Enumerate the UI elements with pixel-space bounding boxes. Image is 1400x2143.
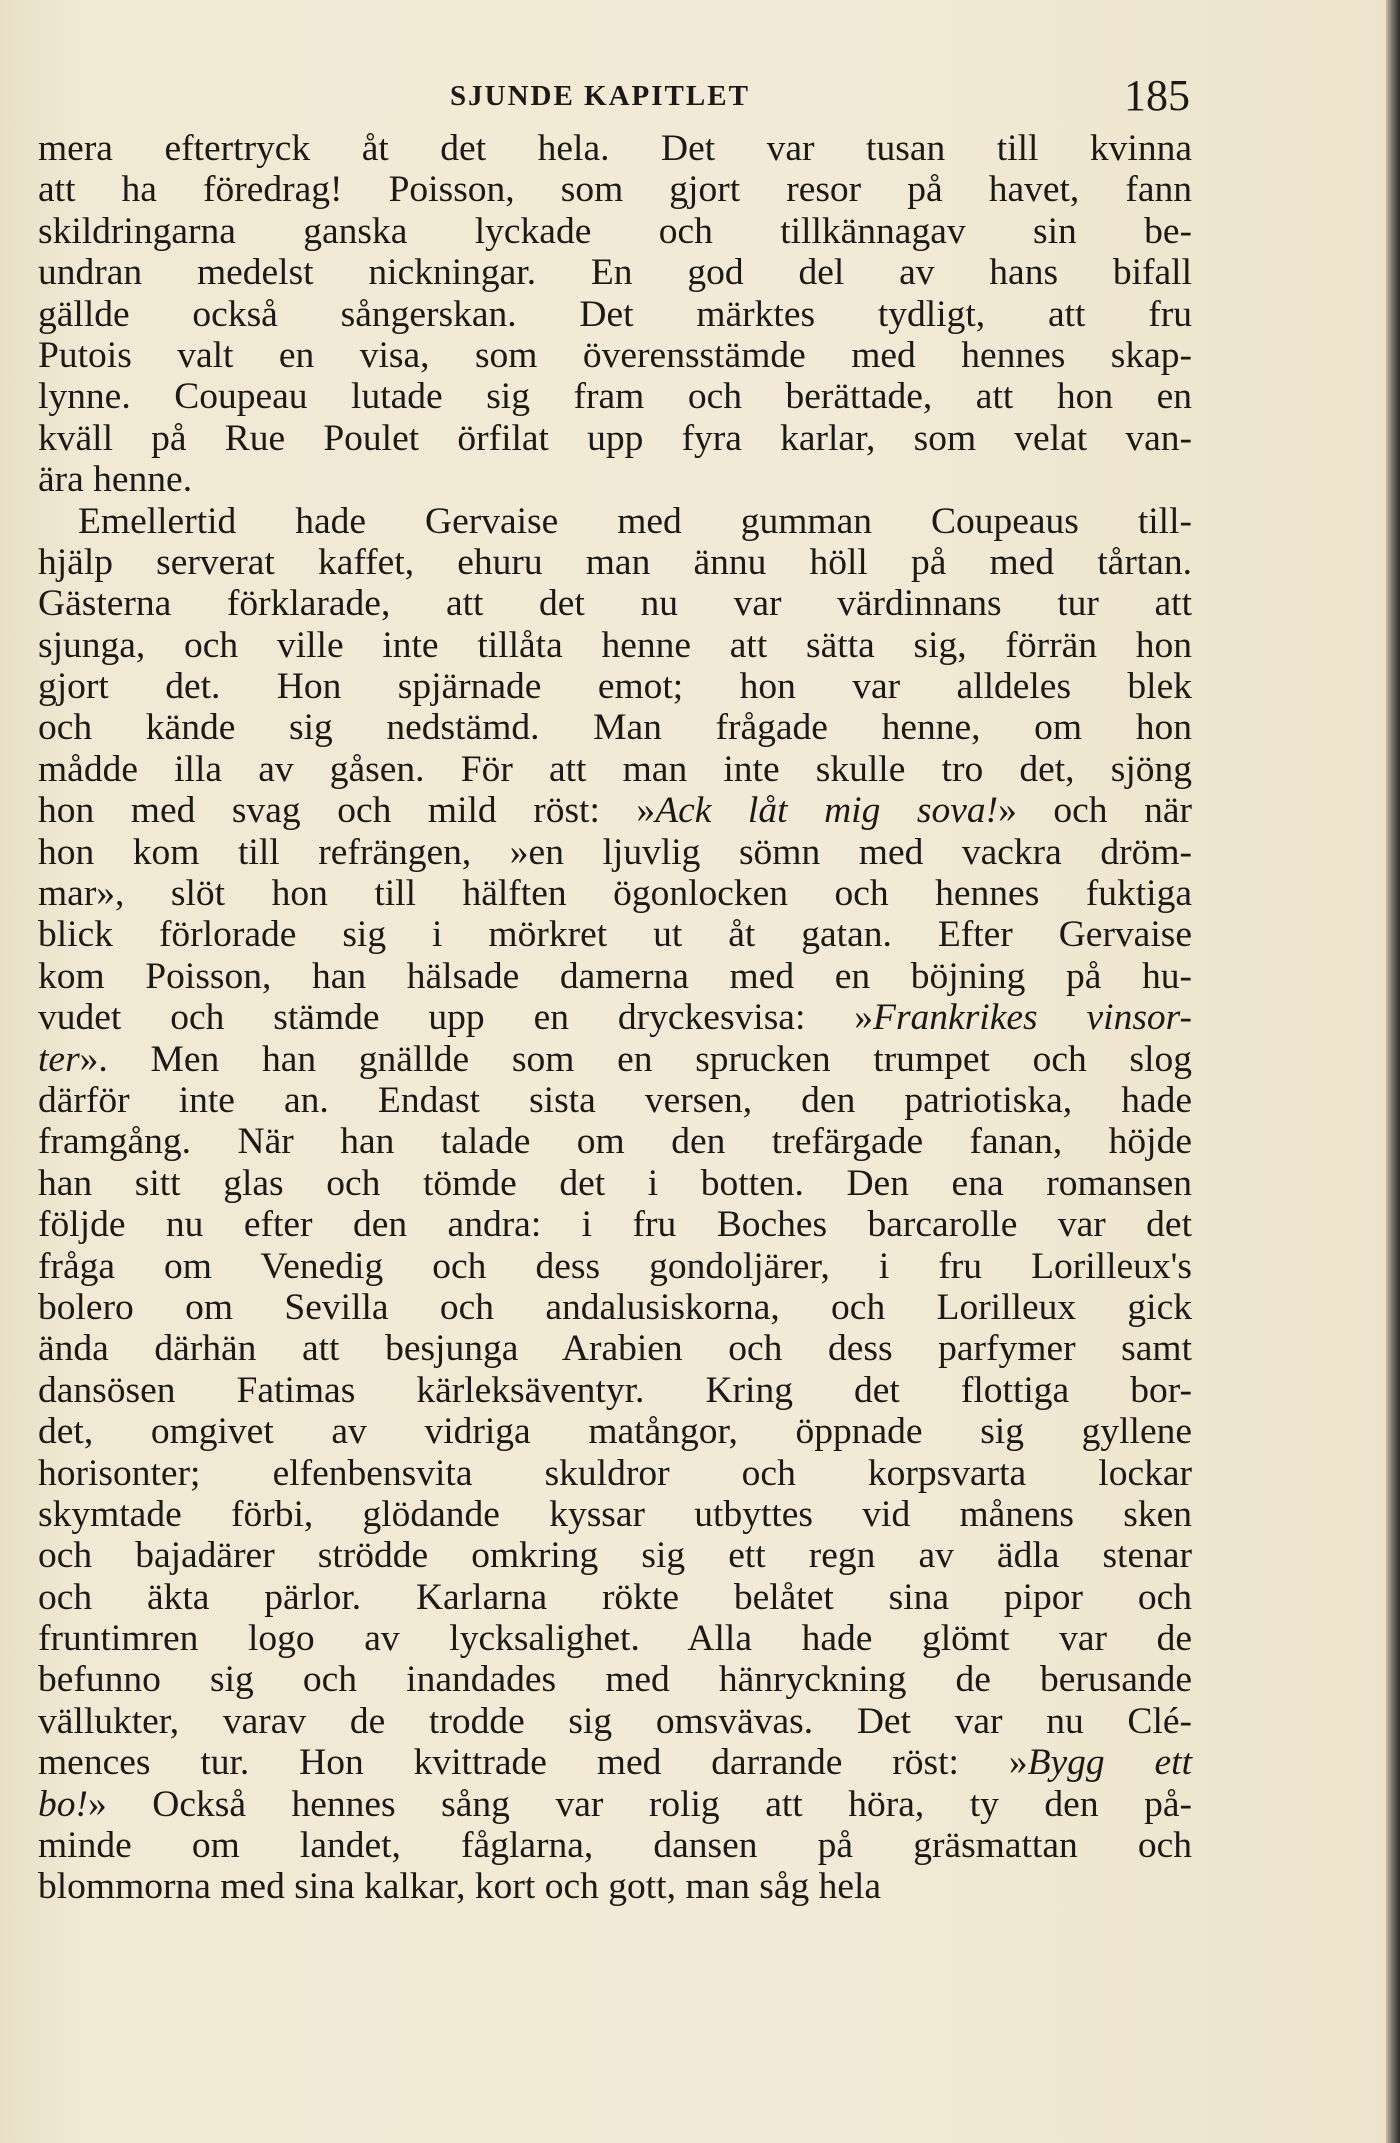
page-number: 185 bbox=[1124, 71, 1190, 120]
text-line bbox=[38, 1866, 1192, 1907]
text-line bbox=[38, 832, 1192, 873]
text-segment: Gästerna förklarade, att det nu var värdinnans tur att bbox=[38, 583, 1192, 625]
text-segment: därför inte an. Endast sista versen, den patriotiska, hade bbox=[38, 1079, 1192, 1121]
text-segment: dansösen Fatimas kärleksäventyr. Kring det flottiga bor- bbox=[38, 1369, 1192, 1411]
running-title: SJUNDE KAPITLET bbox=[450, 80, 750, 112]
text-segment: hjälp serverat kaffet, ehuru man ännu höll på med tårtan. bbox=[38, 541, 1192, 583]
text-line bbox=[38, 583, 1192, 624]
text-line bbox=[38, 1246, 1192, 1287]
text-segment: hon med svag och mild röst: » bbox=[38, 790, 656, 832]
text-line bbox=[38, 1618, 1192, 1659]
text-segment: att ha föredrag! Poisson, som gjort resor på havet, fann bbox=[38, 169, 1192, 211]
text-segment: sjunga, och ville inte tillåta henne att sätta sig, förrän hon bbox=[38, 624, 1192, 666]
text-line bbox=[38, 1535, 1192, 1576]
italic-text: Frankrikes vinsor- bbox=[873, 997, 1192, 1039]
text-line bbox=[38, 335, 1192, 376]
text-line bbox=[38, 501, 1192, 542]
text-line bbox=[38, 128, 1192, 169]
text-line bbox=[38, 1784, 1192, 1825]
text-segment: befunno sig och inandades med hänryckning de berusande bbox=[38, 1659, 1192, 1701]
text-segment: skymtade förbi, glödande kyssar utbyttes vid månens sken bbox=[38, 1493, 1192, 1535]
text-segment: gjort det. Hon spjärnade emot; hon var alldeles blek bbox=[38, 666, 1192, 708]
text-line bbox=[38, 418, 1192, 459]
text-segment: ända därhän att besjunga Arabien och dess parfymer samt bbox=[38, 1328, 1192, 1370]
text-line bbox=[38, 666, 1192, 707]
text-segment: fruntimren logo av lycksalighet. Alla hade glömt var de bbox=[38, 1618, 1192, 1660]
text-segment: mådde illa av gåsen. För att man inte skulle tro det, sjöng bbox=[38, 748, 1192, 790]
text-line bbox=[38, 914, 1192, 955]
text-segment: blick förlorade sig i mörkret ut åt gatan. Efter Gervaise bbox=[38, 914, 1192, 956]
text-segment: framgång. När han talade om den trefärgade fanan, höjde bbox=[38, 1121, 1192, 1163]
text-line bbox=[38, 997, 1192, 1038]
italic-text: bo! bbox=[38, 1783, 88, 1825]
text-segment: bolero om Sevilla och andalusiskorna, och Lorilleux gick bbox=[38, 1286, 1192, 1328]
text-line bbox=[38, 211, 1192, 252]
text-line bbox=[38, 1370, 1192, 1411]
text-line bbox=[38, 252, 1192, 293]
text-segment: vudet och stämde upp en dryckesvisa: » bbox=[38, 997, 874, 1039]
text-line bbox=[38, 956, 1192, 997]
text-segment: Putois valt en visa, som överensstämde med hennes skap- bbox=[38, 334, 1192, 376]
text-line bbox=[38, 625, 1192, 666]
italic-text: Bygg ett bbox=[1027, 1742, 1192, 1784]
text-line bbox=[38, 1163, 1192, 1204]
text-segment: kom Poisson, han hälsade damerna med en böjning på hu- bbox=[38, 955, 1192, 997]
text-segment: mar», slöt hon till hälften ögonlocken och hennes fuktiga bbox=[38, 873, 1192, 915]
page-header bbox=[40, 70, 1190, 130]
text-line bbox=[38, 873, 1192, 914]
text-segment: ». Men han gnällde som en sprucken trumpet och slog bbox=[79, 1038, 1192, 1080]
text-segment: gällde också sångerskan. Det märktes tydligt, att fru bbox=[38, 293, 1192, 335]
text-line bbox=[38, 1039, 1192, 1080]
text-line bbox=[38, 1825, 1192, 1866]
text-line bbox=[38, 1577, 1192, 1618]
text-line bbox=[38, 1453, 1192, 1494]
text-segment: vällukter, varav de trodde sig omsvävas. Det var nu Clé- bbox=[38, 1700, 1192, 1742]
text-segment: lynne. Coupeau lutade sig fram och berättade, att hon en bbox=[38, 376, 1192, 418]
text-line bbox=[38, 1328, 1192, 1369]
text-segment: följde nu efter den andra: i fru Boches barcarolle var det bbox=[38, 1204, 1192, 1246]
text-line bbox=[38, 1742, 1192, 1783]
text-line bbox=[38, 542, 1192, 583]
text-line bbox=[38, 376, 1192, 417]
text-line bbox=[38, 790, 1192, 831]
text-line bbox=[38, 1494, 1192, 1535]
text-segment: undran medelst nickningar. En god del av hans bifall bbox=[38, 252, 1192, 294]
text-line bbox=[38, 749, 1192, 790]
italic-text: Ack låt mig sova! bbox=[655, 790, 999, 832]
text-segment: mences tur. Hon kvittrade med darrande röst: » bbox=[38, 1742, 1028, 1784]
text-segment: minde om landet, fåglarna, dansen på gräsmattan och bbox=[38, 1825, 1192, 1867]
text-line bbox=[38, 1701, 1192, 1742]
text-line bbox=[38, 169, 1192, 210]
text-line bbox=[38, 459, 1192, 500]
text-segment: ära henne. bbox=[38, 459, 193, 501]
text-segment: fråga om Venedig och dess gondoljärer, i fru Lorilleux's bbox=[38, 1245, 1192, 1287]
text-segment: mera eftertryck åt det hela. Det var tusan till kvinna bbox=[38, 128, 1192, 169]
text-line bbox=[38, 1659, 1192, 1700]
text-segment: hon kom till refrängen, »en ljuvlig sömn med vackra dröm- bbox=[38, 831, 1192, 873]
text-segment: Emellertid hade Gervaise med gumman Coupeaus till- bbox=[78, 500, 1192, 542]
text-line bbox=[38, 1287, 1192, 1328]
text-segment: och kände sig nedstämd. Man frågade henne, om hon bbox=[38, 707, 1192, 749]
text-segment: » Också hennes sång var rolig att höra, ty den på- bbox=[88, 1783, 1192, 1825]
text-line bbox=[38, 1080, 1192, 1121]
text-line bbox=[38, 1121, 1192, 1162]
text-segment: skildringarna ganska lyckade och tillkännagav sin be- bbox=[38, 210, 1192, 252]
page-edge-shadow bbox=[1386, 0, 1400, 2143]
text-segment: och bajadärer strödde omkring sig ett regn av ädla stenar bbox=[38, 1535, 1192, 1577]
text-segment: horisonter; elfenbensvita skuldror och korpsvarta lockar bbox=[38, 1452, 1192, 1494]
italic-text: ter bbox=[38, 1038, 80, 1080]
text-segment: » och när bbox=[998, 790, 1192, 832]
text-line bbox=[38, 294, 1192, 335]
text-segment: det, omgivet av vidriga matångor, öppnade sig gyllene bbox=[38, 1411, 1192, 1453]
text-segment: han sitt glas och tömde det i botten. Den ena romansen bbox=[38, 1162, 1192, 1204]
text-segment: och äkta pärlor. Karlarna rökte belåtet sina pipor och bbox=[38, 1576, 1192, 1618]
text-line bbox=[38, 707, 1192, 748]
text-segment: kväll på Rue Poulet örfilat upp fyra karlar, som velat van- bbox=[38, 417, 1192, 459]
text-line bbox=[38, 1411, 1192, 1452]
text-segment: blommorna med sina kalkar, kort och gott, man såg hela bbox=[38, 1866, 882, 1908]
body-text bbox=[38, 128, 1192, 1908]
text-line bbox=[38, 1204, 1192, 1245]
